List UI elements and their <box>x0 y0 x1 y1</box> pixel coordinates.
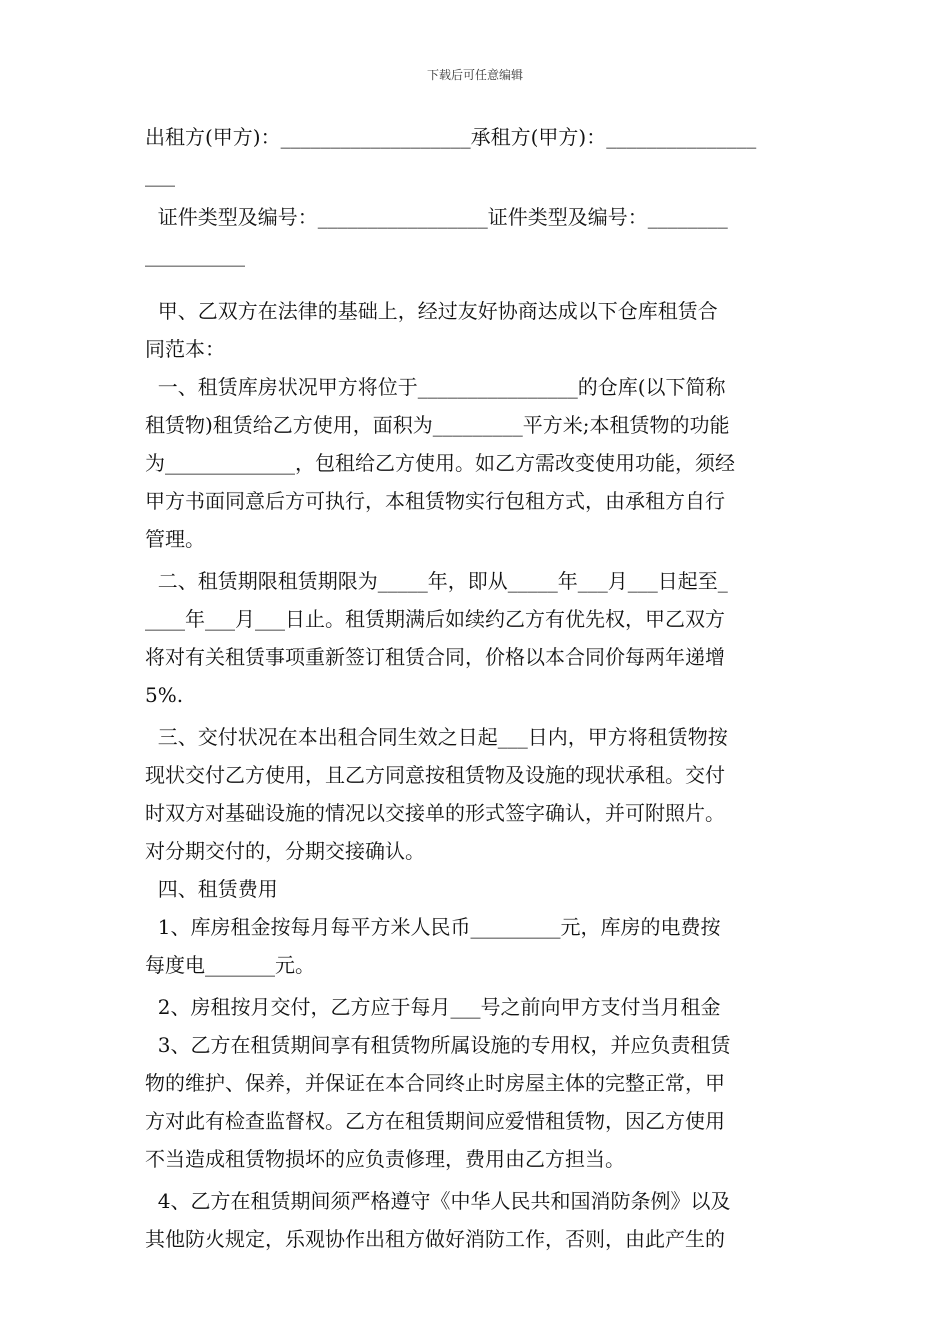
text-line: 每度电_______元。 <box>145 953 315 977</box>
paragraph-clause-4 <box>145 1182 807 1258</box>
paragraph-section-2 <box>145 562 807 714</box>
text-line: 租赁物)租赁给乙方使用，面积为_________平方米;本租赁物的功能 <box>145 413 730 437</box>
section-heading: 四、租赁费用 <box>145 877 278 901</box>
text-line: 为_____________，包租给乙方使用。如乙方需改变使用功能，须经 <box>145 451 735 475</box>
paragraph-section-1 <box>145 368 807 558</box>
text-line: 3、乙方在租赁期间享有租赁物所属设施的专用权，并应负责租赁 <box>145 1033 731 1057</box>
text-line: 管理。 <box>145 527 205 551</box>
text-line: 将对有关租赁事项重新签订租赁合同，价格以本合同价每两年递增 <box>145 645 725 669</box>
text-line: ____年___月___日止。租赁期满后如续约乙方有优先权，甲乙双方 <box>145 607 725 631</box>
paragraph-clause-3 <box>145 1026 807 1178</box>
text-line: 5%. <box>145 683 184 707</box>
party-line: 出租方(甲方)：___________________承租方(甲方)：_______________ <box>145 125 757 149</box>
text-line: 不当造成租赁物损坏的应负责修理，费用由乙方担当。 <box>145 1147 625 1171</box>
text-line: 三、交付状况在本出租合同生效之日起___日内，甲方将租赁物按 <box>145 725 728 749</box>
text-line: 甲、乙双方在法律的基础上，经过友好协商达成以下仓库租赁合 <box>145 299 718 323</box>
text-line: 现状交付乙方使用，且乙方同意按租赁物及设施的现状承租。交付 <box>145 763 725 787</box>
parties-section <box>145 118 807 274</box>
text-line: 二、租赁期限租赁期限为_____年，即从_____年___月___日起至_ <box>145 569 728 593</box>
paragraph-clause-1 <box>145 908 807 984</box>
text-line: 物的维护、保养，并保证在本合同终止时房屋主体的完整正常，甲 <box>145 1071 725 1095</box>
text-line: 对分期交付的，分期交接确认。 <box>145 839 425 863</box>
text-line: 1、库房租金按每月每平方米人民币_________元，库房的电费按 <box>145 915 721 939</box>
paragraph-section-3 <box>145 718 807 870</box>
text-line: 2、房租按月交付，乙方应于每月___号之前向甲方支付当月租金 <box>145 995 721 1019</box>
paragraph-intro <box>145 292 807 368</box>
page-header-note: 下载后可任意编辑 <box>426 68 523 82</box>
id-line: __________ <box>145 243 245 267</box>
paragraph-clause-2 <box>145 988 807 1026</box>
text-line: 一、租赁库房状况甲方将位于________________的仓库(以下简称 <box>145 375 726 399</box>
contract-body <box>145 118 807 1258</box>
party-line: ___ <box>145 163 175 187</box>
text-line: 同范本： <box>145 337 225 361</box>
text-line: 其他防火规定，乐观协作出租方做好消防工作，否则，由此产生的 <box>145 1227 725 1251</box>
text-line: 方对此有检查监督权。乙方在租赁期间应爱惜租赁物，因乙方使用 <box>145 1109 725 1133</box>
paragraph-section-4-heading <box>145 870 807 908</box>
text-line: 时双方对基础设施的情况以交接单的形式签字确认，并可附照片。 <box>145 801 725 825</box>
text-line: 4、乙方在租赁期间须严格遵守《中华人民共和国消防条例》以及 <box>145 1189 731 1213</box>
text-line: 甲方书面同意后方可执行，本租赁物实行包租方式，由承租方自行 <box>145 489 725 513</box>
id-line: 证件类型及编号：_________________证件类型及编号：________ <box>145 205 728 229</box>
